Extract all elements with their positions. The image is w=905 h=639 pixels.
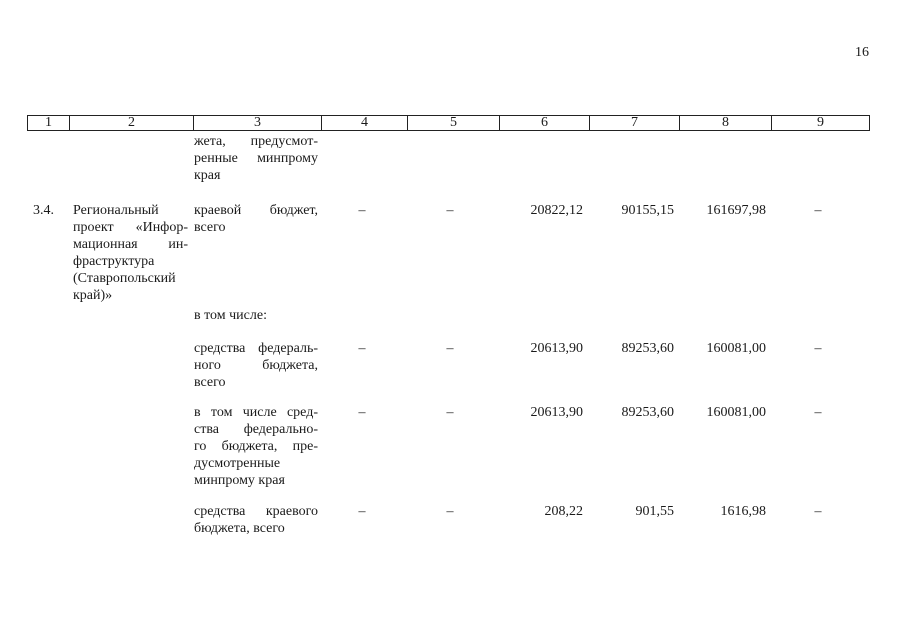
value-col-6: 208,22 — [544, 504, 583, 519]
column-number-header — [27, 115, 870, 131]
value-col-4: – — [358, 203, 366, 218]
value-col-8: 161697,98 — [706, 203, 766, 218]
column-number-6: 6 — [500, 116, 590, 131]
row-label: средства федераль- ного бюджета, всего — [194, 341, 318, 390]
value-col-5: – — [446, 504, 454, 519]
item-number: 3.4. — [33, 203, 54, 218]
value-col-6: 20613,90 — [530, 405, 583, 420]
value-col-7: 89253,60 — [621, 405, 674, 420]
value-col-6: 20822,12 — [530, 203, 583, 218]
item-title: Региональный проект «Инфор- мационная ин- фраструктура (Ставропольский край)» — [73, 203, 188, 303]
column-number-3: 3 — [194, 116, 322, 131]
value-col-4: – — [358, 504, 366, 519]
value-col-9: – — [814, 341, 822, 356]
value-col-4: – — [358, 405, 366, 420]
value-col-9: – — [814, 504, 822, 519]
value-col-5: – — [446, 203, 454, 218]
page-number: 16 — [855, 45, 869, 60]
row-label: в том числе: — [194, 308, 267, 323]
column-number-4: 4 — [322, 116, 408, 131]
value-col-9: – — [814, 405, 822, 420]
column-number-8: 8 — [680, 116, 772, 131]
value-col-4: – — [358, 341, 366, 356]
row-label: средства краевого бюджета, всего — [194, 504, 318, 536]
value-col-7: 901,55 — [635, 504, 674, 519]
continuation-text: жета, предусмот- ренные минпрому края — [194, 134, 318, 183]
value-col-6: 20613,90 — [530, 341, 583, 356]
value-col-5: – — [446, 405, 454, 420]
column-number-2: 2 — [70, 116, 194, 131]
value-col-7: 89253,60 — [621, 341, 674, 356]
row-label: краевой бюджет, всего — [194, 203, 318, 235]
column-number-1: 1 — [28, 116, 70, 131]
value-col-8: 1616,98 — [720, 504, 766, 519]
value-col-7: 90155,15 — [621, 203, 674, 218]
column-number-7: 7 — [590, 116, 680, 131]
column-number-9: 9 — [772, 116, 870, 131]
value-col-5: – — [446, 341, 454, 356]
column-number-5: 5 — [408, 116, 500, 131]
value-col-8: 160081,00 — [706, 405, 766, 420]
value-col-9: – — [814, 203, 822, 218]
value-col-8: 160081,00 — [706, 341, 766, 356]
row-label: в том числе сред- ства федерально- го бюджета, пре- дусмотренные минпрому края — [194, 405, 318, 488]
